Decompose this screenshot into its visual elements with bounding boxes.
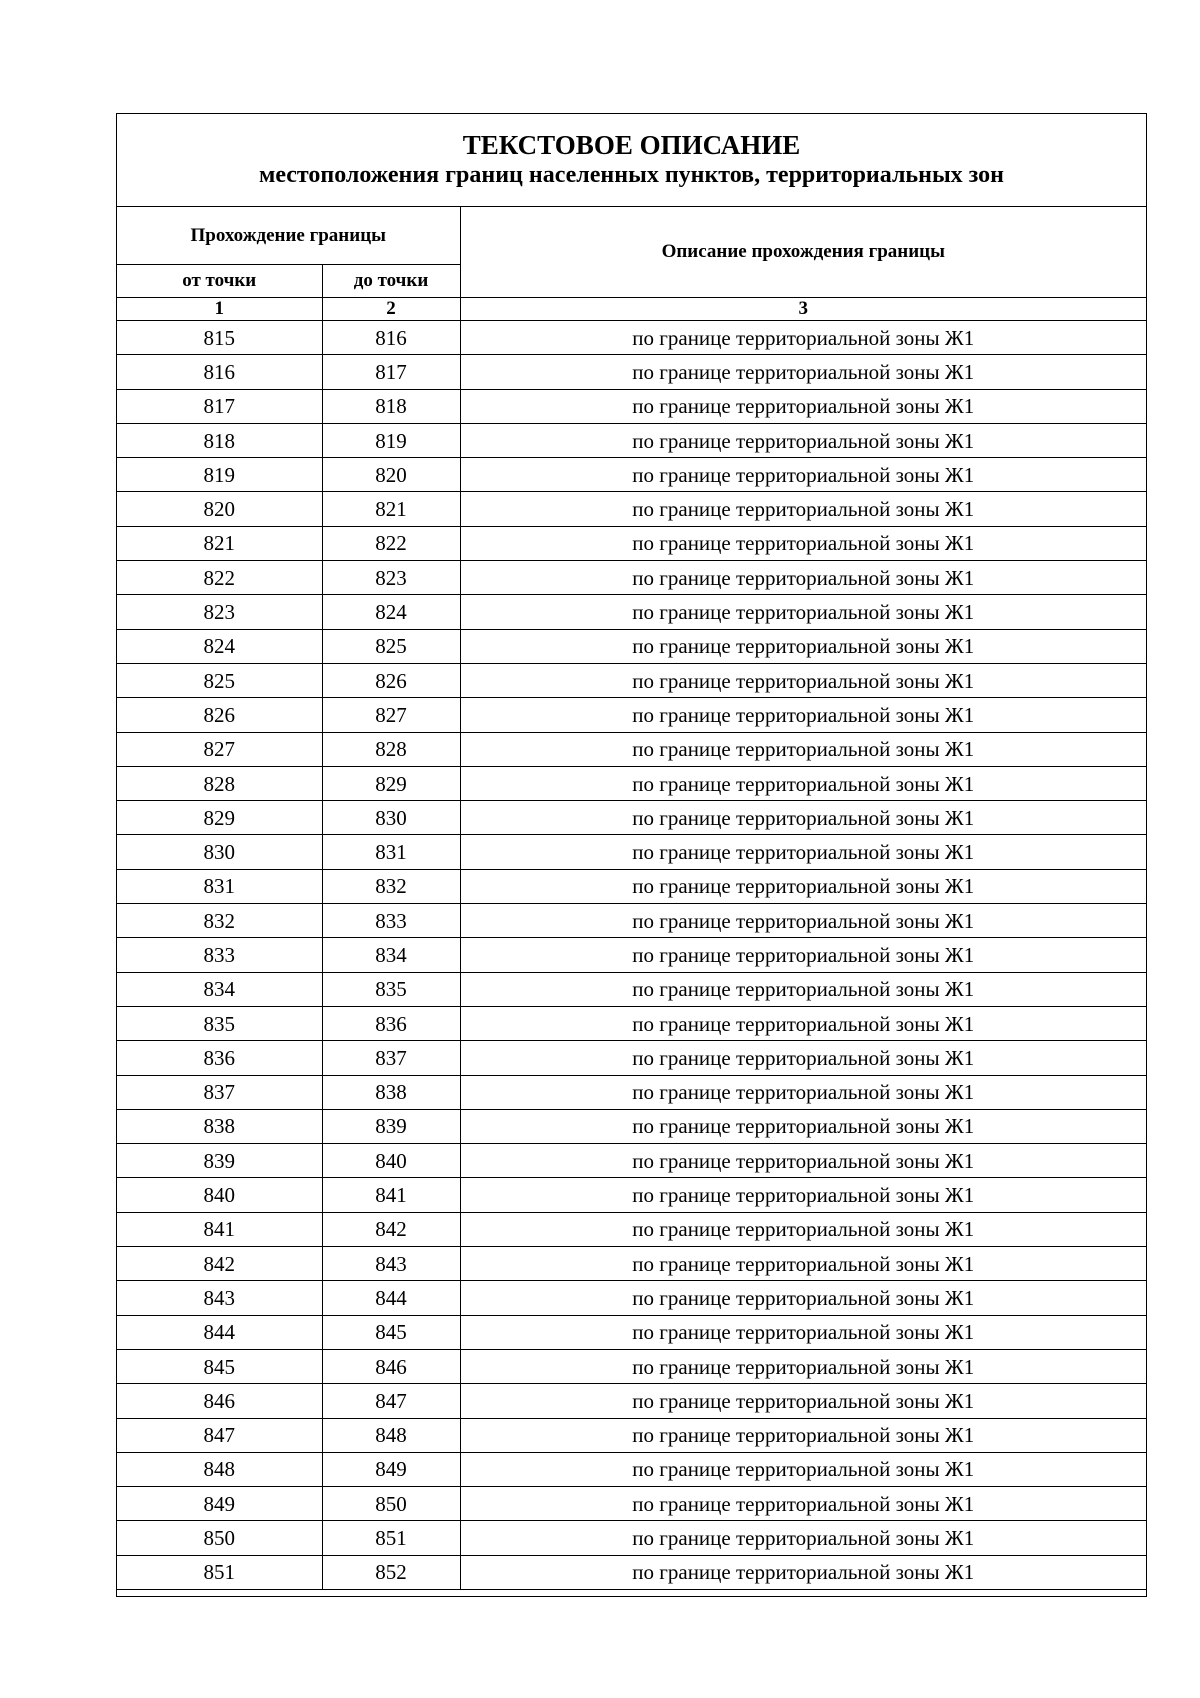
cell-to-point: 846 — [322, 1349, 460, 1383]
cell-from-point: 828 — [117, 766, 322, 800]
table-row — [117, 526, 1146, 560]
table-row — [117, 1555, 1146, 1589]
cell-from-point: 844 — [117, 1315, 322, 1349]
cell-description: по границе территориальной зоны Ж1 — [460, 526, 1146, 560]
cell-from-point: 815 — [117, 321, 322, 355]
cell-description: по границе территориальной зоны Ж1 — [460, 972, 1146, 1006]
cell-description: по границе территориальной зоны Ж1 — [460, 1384, 1146, 1418]
table-row — [117, 1315, 1146, 1349]
table-row — [117, 355, 1146, 389]
cell-description: по границе территориальной зоны Ж1 — [460, 904, 1146, 938]
cell-to-point: 841 — [322, 1178, 460, 1212]
cell-from-point: 833 — [117, 938, 322, 972]
cell-to-point: 822 — [322, 526, 460, 560]
header-col-number-3: 3 — [460, 298, 1146, 321]
table-row — [117, 938, 1146, 972]
table-row — [117, 869, 1146, 903]
cell-description: по границе территориальной зоны Ж1 — [460, 1247, 1146, 1281]
cell-description: по границе территориальной зоны Ж1 — [460, 766, 1146, 800]
header-boundary-passage: Прохождение границы — [117, 207, 460, 265]
cell-description: по границе территориальной зоны Ж1 — [460, 458, 1146, 492]
cell-from-point: 835 — [117, 1006, 322, 1040]
cell-from-point: 817 — [117, 389, 322, 423]
table-row — [117, 1487, 1146, 1521]
cell-from-point: 850 — [117, 1521, 322, 1555]
table-row — [117, 389, 1146, 423]
table-row — [117, 321, 1146, 355]
table-row — [117, 1521, 1146, 1555]
cell-description: по границе территориальной зоны Ж1 — [460, 1075, 1146, 1109]
cell-description: по границе территориальной зоны Ж1 — [460, 561, 1146, 595]
cell-description: по границе территориальной зоны Ж1 — [460, 869, 1146, 903]
cell-from-point: 822 — [117, 561, 322, 595]
cell-from-point: 849 — [117, 1487, 322, 1521]
cell-to-point: 833 — [322, 904, 460, 938]
cell-to-point: 842 — [322, 1212, 460, 1246]
cell-to-point: 826 — [322, 663, 460, 697]
header-from-point: от точки — [117, 265, 322, 298]
cell-description: по границе территориальной зоны Ж1 — [460, 1281, 1146, 1315]
cell-to-point: 832 — [322, 869, 460, 903]
document-title: ТЕКСТОВОЕ ОПИСАНИЕ — [462, 130, 801, 160]
cell-from-point: 841 — [117, 1212, 322, 1246]
cell-description: по границе территориальной зоны Ж1 — [460, 423, 1146, 457]
cell-to-point: 824 — [322, 595, 460, 629]
cell-from-point: 840 — [117, 1178, 322, 1212]
table-row — [117, 801, 1146, 835]
table-row — [117, 904, 1146, 938]
table-row — [117, 1178, 1146, 1212]
header-description: Описание прохождения границы — [460, 207, 1146, 298]
cell-to-point: 829 — [322, 766, 460, 800]
boundary-table — [117, 207, 1146, 1590]
cell-to-point: 837 — [322, 1041, 460, 1075]
cell-description: по границе территориальной зоны Ж1 — [460, 1144, 1146, 1178]
cell-from-point: 842 — [117, 1247, 322, 1281]
table-body — [117, 321, 1146, 1590]
cell-from-point: 843 — [117, 1281, 322, 1315]
cell-description: по границе территориальной зоны Ж1 — [460, 698, 1146, 732]
cell-description: по границе территориальной зоны Ж1 — [460, 1555, 1146, 1589]
header-col-number-2: 2 — [322, 298, 460, 321]
table-row — [117, 629, 1146, 663]
cell-description: по границе территориальной зоны Ж1 — [460, 629, 1146, 663]
cell-description: по границе территориальной зоны Ж1 — [460, 355, 1146, 389]
cell-to-point: 838 — [322, 1075, 460, 1109]
table-row — [117, 1281, 1146, 1315]
cell-from-point: 832 — [117, 904, 322, 938]
cell-to-point: 830 — [322, 801, 460, 835]
cell-to-point: 820 — [322, 458, 460, 492]
table-row — [117, 732, 1146, 766]
cell-description: по границе территориальной зоны Ж1 — [460, 801, 1146, 835]
cell-from-point: 851 — [117, 1555, 322, 1589]
cell-from-point: 838 — [117, 1109, 322, 1143]
header-to-point: до точки — [322, 265, 460, 298]
cell-from-point: 816 — [117, 355, 322, 389]
table-row — [117, 766, 1146, 800]
table-row — [117, 492, 1146, 526]
cell-from-point: 821 — [117, 526, 322, 560]
cell-to-point: 845 — [322, 1315, 460, 1349]
cell-description: по границе территориальной зоны Ж1 — [460, 1418, 1146, 1452]
table-row — [117, 423, 1146, 457]
cell-description: по границе территориальной зоны Ж1 — [460, 1006, 1146, 1040]
cell-description: по границе территориальной зоны Ж1 — [460, 1041, 1146, 1075]
cell-from-point: 827 — [117, 732, 322, 766]
cell-to-point: 827 — [322, 698, 460, 732]
cell-description: по границе территориальной зоны Ж1 — [460, 663, 1146, 697]
header-col-number-1: 1 — [117, 298, 322, 321]
cell-to-point: 850 — [322, 1487, 460, 1521]
cell-to-point: 836 — [322, 1006, 460, 1040]
table-row — [117, 1418, 1146, 1452]
cell-to-point: 839 — [322, 1109, 460, 1143]
table-row — [117, 458, 1146, 492]
table-row — [117, 1212, 1146, 1246]
table-row — [117, 1006, 1146, 1040]
cell-description: по границе территориальной зоны Ж1 — [460, 1315, 1146, 1349]
cell-to-point: 849 — [322, 1452, 460, 1486]
table-row — [117, 595, 1146, 629]
cell-to-point: 847 — [322, 1384, 460, 1418]
cell-description: по границе территориальной зоны Ж1 — [460, 1487, 1146, 1521]
table-row — [117, 698, 1146, 732]
cell-description: по границе территориальной зоны Ж1 — [460, 1452, 1146, 1486]
cell-from-point: 848 — [117, 1452, 322, 1486]
cell-to-point: 818 — [322, 389, 460, 423]
cell-to-point: 835 — [322, 972, 460, 1006]
cell-from-point: 830 — [117, 835, 322, 869]
cell-description: по границе территориальной зоны Ж1 — [460, 938, 1146, 972]
cell-description: по границе территориальной зоны Ж1 — [460, 492, 1146, 526]
cell-description: по границе территориальной зоны Ж1 — [460, 1109, 1146, 1143]
cell-to-point: 819 — [322, 423, 460, 457]
table-row — [117, 1109, 1146, 1143]
cell-description: по границе территориальной зоны Ж1 — [460, 1212, 1146, 1246]
cell-from-point: 831 — [117, 869, 322, 903]
table-row — [117, 561, 1146, 595]
cell-to-point: 844 — [322, 1281, 460, 1315]
table-bottom-margin — [117, 1590, 1146, 1596]
cell-from-point: 834 — [117, 972, 322, 1006]
table-row — [117, 663, 1146, 697]
cell-from-point: 824 — [117, 629, 322, 663]
cell-to-point: 831 — [322, 835, 460, 869]
cell-from-point: 845 — [117, 1349, 322, 1383]
table-row — [117, 1144, 1146, 1178]
document-title-block — [117, 114, 1146, 207]
cell-from-point: 847 — [117, 1418, 322, 1452]
cell-description: по границе территориальной зоны Ж1 — [460, 389, 1146, 423]
cell-description: по границе территориальной зоны Ж1 — [460, 835, 1146, 869]
cell-from-point: 846 — [117, 1384, 322, 1418]
cell-to-point: 834 — [322, 938, 460, 972]
cell-to-point: 828 — [322, 732, 460, 766]
cell-from-point: 829 — [117, 801, 322, 835]
table-row — [117, 1041, 1146, 1075]
cell-from-point: 819 — [117, 458, 322, 492]
cell-description: по границе территориальной зоны Ж1 — [460, 321, 1146, 355]
cell-from-point: 818 — [117, 423, 322, 457]
cell-to-point: 848 — [322, 1418, 460, 1452]
cell-description: по границе территориальной зоны Ж1 — [460, 1349, 1146, 1383]
cell-description: по границе территориальной зоны Ж1 — [460, 1521, 1146, 1555]
cell-to-point: 840 — [322, 1144, 460, 1178]
cell-from-point: 820 — [117, 492, 322, 526]
table-row — [117, 1349, 1146, 1383]
cell-to-point: 825 — [322, 629, 460, 663]
table-row — [117, 1452, 1146, 1486]
cell-to-point: 843 — [322, 1247, 460, 1281]
cell-from-point: 825 — [117, 663, 322, 697]
document-subtitle: местоположения границ населенных пунктов, территориальных зон — [258, 162, 1005, 188]
cell-to-point: 817 — [322, 355, 460, 389]
cell-to-point: 852 — [322, 1555, 460, 1589]
table-row — [117, 1384, 1146, 1418]
table-row — [117, 1247, 1146, 1281]
cell-description: по границе территориальной зоны Ж1 — [460, 1178, 1146, 1212]
cell-from-point: 826 — [117, 698, 322, 732]
boundary-description-document — [116, 113, 1147, 1597]
cell-from-point: 837 — [117, 1075, 322, 1109]
cell-description: по границе территориальной зоны Ж1 — [460, 732, 1146, 766]
cell-to-point: 851 — [322, 1521, 460, 1555]
cell-description: по границе территориальной зоны Ж1 — [460, 595, 1146, 629]
cell-to-point: 816 — [322, 321, 460, 355]
cell-to-point: 821 — [322, 492, 460, 526]
cell-from-point: 839 — [117, 1144, 322, 1178]
table-row — [117, 972, 1146, 1006]
cell-from-point: 836 — [117, 1041, 322, 1075]
table-row — [117, 835, 1146, 869]
table-row — [117, 1075, 1146, 1109]
cell-to-point: 823 — [322, 561, 460, 595]
cell-from-point: 823 — [117, 595, 322, 629]
